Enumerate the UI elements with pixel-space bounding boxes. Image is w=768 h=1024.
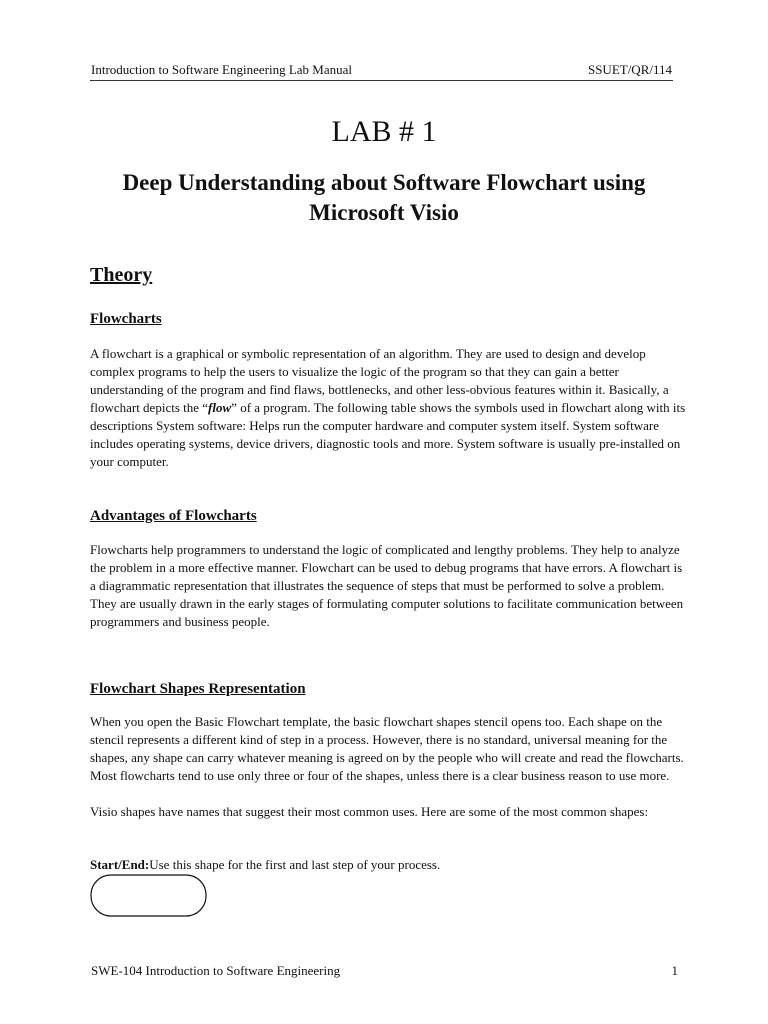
start-end-description <box>90 856 690 874</box>
flowcharts-text-part1: A flowchart is a graphical or symbolic representation of an algorithm. They are used to design and develop complex programs to help the users to visualize the logic of the program so that they can gain a better understanding of the program and find flaws, bottlenecks, and other less-obvious features within it. Basically, a flowchart depicts the “ <box>90 346 669 415</box>
terminator-shape-icon <box>90 874 207 917</box>
flowcharts-text-part2: ” of a program. The following table shows the symbols used in flowchart along with its descriptions System software: Helps run the computer hardware and computer system itself. System software includes operating systems, device drivers, diagnostic tools and more. System software is usually pre-installed on your computer. <box>90 400 686 469</box>
footer-page-number: 1 <box>671 963 678 978</box>
page-header <box>90 60 673 81</box>
shapes-paragraph-1: When you open the Basic Flowchart template, the basic flowchart shapes stencil opens too. Each shape on the stencil represents a different kind of step in a process. However, there is no standard, universal meaning for the shapes, any shape can carry whatever meaning is agreed on by the people who will create and read the flowcharts. Most flowcharts tend to use only three or four of the shapes, unless there is a clear business reason to use more. <box>90 714 684 783</box>
shapes-heading: Flowchart Shapes Representation <box>90 681 306 697</box>
start-end-text: Use this shape for the first and last step of your process. <box>149 857 441 872</box>
page-footer <box>90 962 678 980</box>
footer-course-title: SWE-104 Introduction to Software Engineering <box>91 963 341 978</box>
theory-heading: Theory <box>90 264 153 286</box>
start-end-label: Start/End: <box>90 857 150 872</box>
flow-emphasis: flow <box>208 400 232 415</box>
flowcharts-heading: Flowcharts <box>90 311 162 327</box>
advantages-paragraph: Flowcharts help programmers to understand the logic of complicated and lengthy problems. They help to analyze the problem in a more effective manner. Flowchart can be used to debug programs that have errors. A flowchart is a diagrammatic representation that illustrates the sequence of steps that must be performed to solve a problem. They are usually drawn in the early stages of formulating computer solutions to facilitate communication between programmers and business people. <box>90 542 684 629</box>
header-doc-code: SSUET/QR/114 <box>587 62 672 77</box>
header-manual-title: Introduction to Software Engineering Lab Manual <box>91 62 353 77</box>
shapes-paragraph-2: Visio shapes have names that suggest their most common uses. Here are some of the most common shapes: <box>90 804 649 819</box>
lab-main-title: Deep Understanding about Software Flowchart using Microsoft Visio <box>122 170 646 225</box>
advantages-heading: Advantages of Flowcharts <box>90 508 257 524</box>
lab-number-title: LAB # 1 <box>331 115 437 148</box>
flowcharts-paragraph <box>90 345 690 471</box>
